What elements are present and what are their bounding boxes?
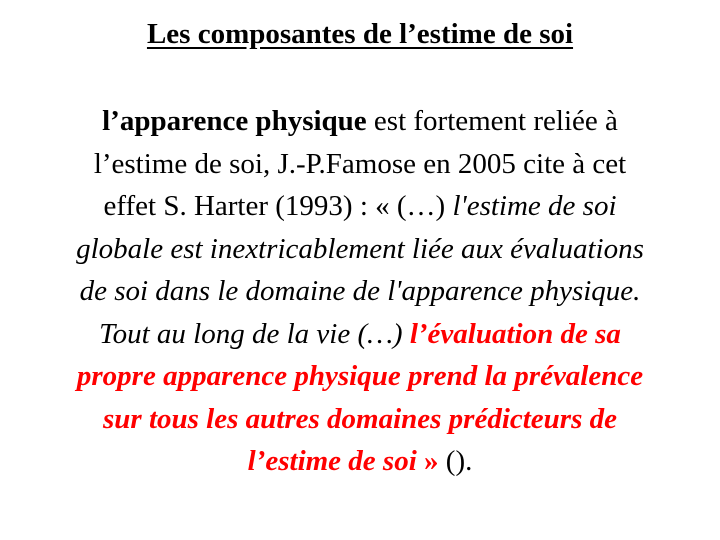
quote-italic-segment: globale est inextricablement liée aux évaluations	[76, 232, 644, 265]
slide-title: Les composantes de l’estime de soi	[146, 18, 574, 50]
quote-italic-segment: Tout au long de la vie (…)	[99, 317, 410, 350]
highlighted-quote-segment: sur tous les autres domaines prédicteurs de	[103, 402, 617, 435]
highlighted-quote-segment: l’évaluation de sa	[409, 317, 621, 350]
highlighted-quote-segment: propre apparence physique prend la prévalence	[76, 360, 644, 392]
text-segment: est fortement reliée à	[366, 105, 618, 137]
text-segment-bold: l’apparence physique	[102, 105, 367, 137]
quote-italic-segment: l'estime de soi	[452, 190, 617, 222]
quote-italic-segment: de soi dans le domaine de l'apparence physique.	[79, 275, 641, 307]
quote-paragraph	[4, 100, 716, 483]
closing-quote-mark: »	[416, 445, 446, 477]
highlighted-quote-segment: l’estime de soi	[247, 445, 417, 477]
text-segment: effet S. Harter (1993) : « (…)	[103, 190, 453, 222]
text-segment: ().	[445, 445, 473, 477]
text-segment: l’estime de soi, J.-P.Famose en 2005 cite à cet	[93, 147, 627, 180]
